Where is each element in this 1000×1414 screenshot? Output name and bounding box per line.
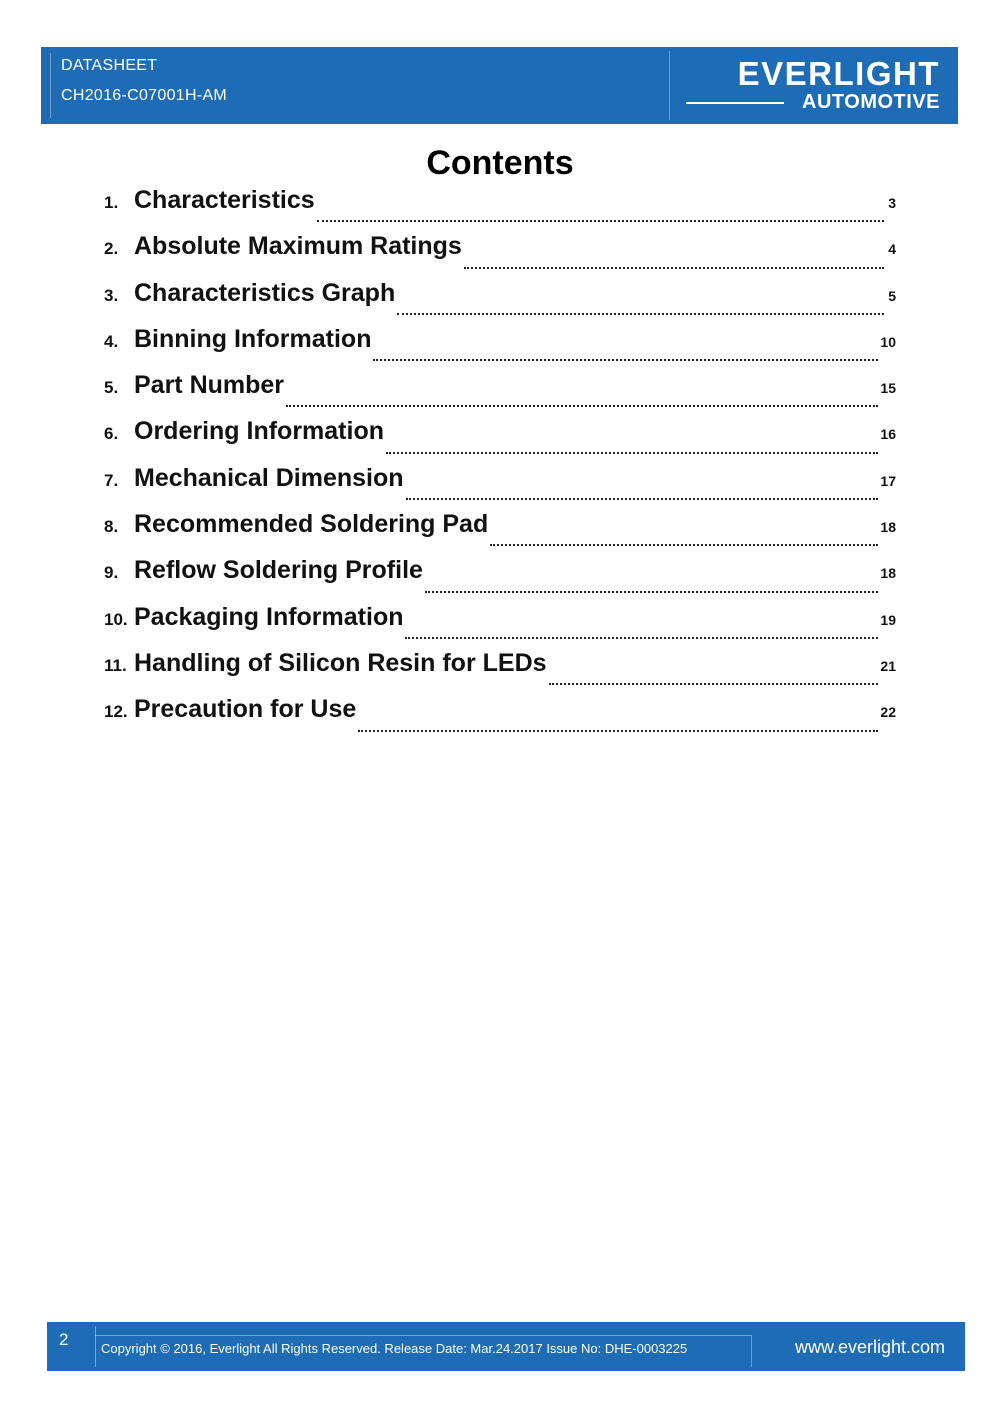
footer-rule [95, 1335, 751, 1336]
toc-entry-label[interactable]: Handling of Silicon Resin for LEDs [134, 648, 547, 677]
toc-entry[interactable] [104, 464, 896, 510]
toc-entry[interactable] [104, 695, 896, 741]
toc-entry-label[interactable]: Characteristics [134, 186, 315, 214]
toc-entry[interactable] [104, 417, 896, 463]
toc-entry-number: 12. [104, 702, 128, 722]
page-number: 2 [59, 1330, 69, 1349]
toc-entry-page[interactable]: 18 [880, 565, 896, 582]
logo-wordmark: EVERLIGHT [737, 55, 940, 92]
toc-entry-number: 1. [104, 193, 119, 212]
website-link[interactable]: www.everlight.com [794, 1337, 945, 1357]
toc-entry-page[interactable]: 10 [880, 333, 896, 350]
toc-entry-label[interactable]: Packaging Information [134, 602, 404, 631]
toc-dot-leader [386, 450, 878, 454]
toc-entry-label[interactable]: Recommended Soldering Pad [134, 510, 489, 539]
toc-dot-leader [286, 403, 878, 407]
toc-entry-number: 6. [104, 424, 119, 444]
toc-entry-page[interactable]: 4 [888, 241, 896, 258]
toc-entry-label[interactable]: Part Number [134, 371, 285, 400]
toc-entry-label[interactable]: Ordering Information [134, 417, 384, 446]
header-divider [50, 53, 51, 118]
toc-entry-label[interactable]: Precaution for Use [134, 695, 357, 724]
toc-entry[interactable] [104, 371, 896, 417]
toc-entry[interactable] [104, 279, 896, 325]
toc-entry-page[interactable]: 15 [880, 380, 896, 397]
toc-entry-number: 3. [104, 285, 119, 305]
toc-entry-label[interactable]: Reflow Soldering Profile [134, 556, 423, 585]
document-code: CH2016-C07001H-AM [61, 87, 228, 104]
toc-dot-leader [317, 218, 884, 222]
toc-entry-label[interactable]: Characteristics Graph [134, 278, 396, 307]
toc-entry-number: 9. [104, 563, 119, 583]
toc-entry[interactable] [104, 510, 896, 556]
header-divider [669, 51, 670, 120]
toc-entry[interactable] [104, 186, 896, 232]
footer-divider [751, 1335, 752, 1367]
document-type: DATASHEET [61, 57, 158, 74]
toc-entry-number: 4. [104, 331, 119, 351]
toc-entry-page[interactable]: 5 [888, 287, 896, 304]
toc-entry-page[interactable]: 17 [880, 472, 896, 489]
toc-dot-leader [405, 635, 878, 639]
toc-entry-number: 8. [104, 517, 119, 537]
logo-rule [686, 102, 784, 104]
toc-dot-leader [397, 311, 884, 315]
toc-dot-leader [549, 681, 879, 685]
toc-entry-page[interactable]: 16 [880, 426, 896, 443]
toc-entry-label[interactable]: Mechanical Dimension [134, 463, 404, 492]
toc-entry-page[interactable]: 19 [880, 611, 896, 628]
toc-entry-number: 10. [104, 609, 128, 629]
logo-subtitle: AUTOMOTIVE [802, 91, 940, 113]
toc-entry-page[interactable]: 21 [880, 657, 896, 674]
toc-entry-label[interactable]: Absolute Maximum Ratings [134, 232, 462, 261]
table-of-contents [104, 186, 896, 742]
toc-entry[interactable] [104, 325, 896, 371]
page-title: Contents [426, 144, 574, 182]
copyright-text: Copyright © 2016, Everlight All Rights Reserved. Release Date: Mar.24.2017 Issue No: DHE-0003225 [101, 1341, 688, 1356]
toc-entry-number: 5. [104, 378, 119, 398]
toc-dot-leader [490, 542, 878, 546]
toc-entry-page[interactable]: 22 [880, 704, 896, 721]
page-footer [47, 1322, 965, 1371]
page-header [41, 47, 958, 124]
toc-entry-number: 2. [104, 239, 119, 259]
toc-dot-leader [464, 265, 884, 269]
toc-entry-number: 7. [104, 470, 119, 490]
toc-dot-leader [358, 728, 878, 732]
everlight-logo [680, 57, 940, 117]
footer-divider [95, 1326, 96, 1367]
toc-entry-number: 11. [104, 655, 127, 675]
toc-entry[interactable] [104, 603, 896, 649]
toc-entry[interactable] [104, 556, 896, 602]
toc-entry[interactable] [104, 232, 896, 278]
toc-entry-label[interactable]: Binning Information [134, 324, 372, 353]
toc-entry[interactable] [104, 649, 896, 695]
toc-dot-leader [425, 589, 879, 593]
toc-dot-leader [406, 496, 879, 500]
toc-entry-page[interactable]: 3 [888, 195, 896, 211]
toc-dot-leader [373, 357, 878, 361]
toc-entry-page[interactable]: 18 [880, 519, 896, 536]
